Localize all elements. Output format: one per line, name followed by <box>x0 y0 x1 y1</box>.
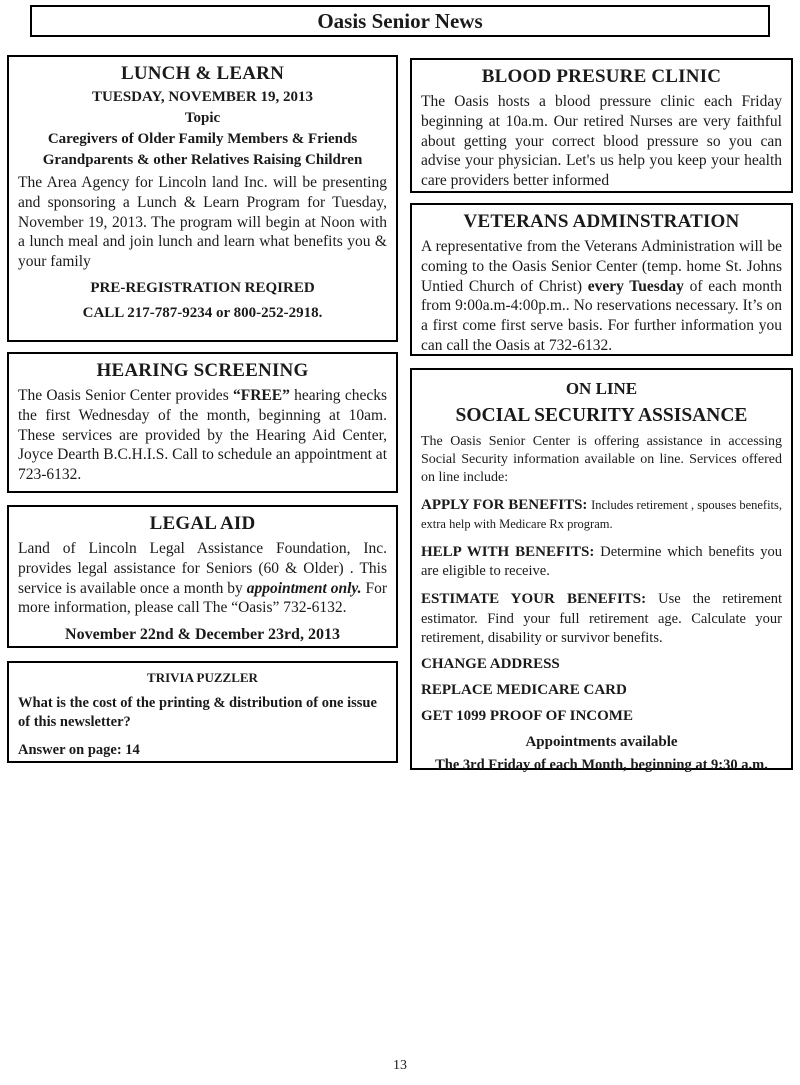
section-veterans-administration <box>410 203 793 356</box>
help-benefits-label: HELP WITH BENEFITS: <box>421 543 595 560</box>
lunch-learn-body: The Area Agency for Lincoln land Inc. will be presenting and sponsoring a Lunch & Learn Program for Tuesday, November 19, 2013. The program will begin at Noon with a lunch meal and join lunch and learn what benefits you & your family <box>18 174 387 271</box>
replace-medicare-line: REPLACE MEDICARE CARD <box>421 682 627 699</box>
estimate-benefits-text: Use the retirement estimator. Find your full retirement age. Calculate your retirement, disability or survivor benefits. <box>421 591 783 646</box>
lunch-learn-title: LUNCH & LEARN <box>120 63 285 84</box>
veterans-body-seg2: of each month from 9:00a.m-4:00p.m.. No reservations necessary. It’s on a first come first serve basis. For further information you can call the Oasis at 732-6132. <box>421 277 782 355</box>
newsletter-masthead <box>30 5 770 37</box>
section-social-security <box>410 368 793 774</box>
legal-aid-body-seg2: For more information, please call The “Oasis” 732-6132. <box>18 579 387 617</box>
hearing-body-bold: “FREE” <box>232 387 290 404</box>
hearing-body-seg2: hearing checks the first Wednesday of the month, beginning at 10am. These services are provided by the Hearing Aid Center, Joyce Dearth B.C.H.I.S. Call to schedule an appointment at 723-6132. <box>18 387 387 484</box>
legal-aid-dates: November 22nd & December 23rd, 2013 <box>65 626 340 644</box>
social-security-title-line1: ON LINE <box>565 379 638 398</box>
appointments-available: Appointments available <box>525 734 678 751</box>
trivia-title: TRIVIA PUZZLER <box>147 670 258 685</box>
social-security-intro: The Oasis Senior Center is offering assistance in accessing Social Security information available on line. Services offered on line include: <box>421 434 782 486</box>
blood-pressure-title: BLOOD PRESURE CLINIC <box>481 66 722 87</box>
hearing-title: HEARING SCREENING <box>96 360 309 381</box>
apply-benefits-text: Includes retirement , spouses benefits, extra help with Medicare Rx program. <box>421 497 783 532</box>
estimate-benefits-label: ESTIMATE YOUR BENEFITS: <box>421 591 647 608</box>
hearing-body-seg1: The Oasis Senior Center provides <box>18 387 233 404</box>
lunch-learn-date: TUESDAY, NOVEMBER 19, 2013 <box>91 89 313 105</box>
legal-aid-body-seg1: Land of Lincoln Legal Assistance Foundation, Inc. provides legal assistance for Seniors (60 & Older) . This service is available once a month by <box>18 540 387 597</box>
legal-aid-body-bold-italic: appointment only. <box>246 579 362 597</box>
hearing-body <box>18 386 387 485</box>
veterans-title: VETERANS ADMINSTRATION <box>463 211 740 232</box>
social-security-item-estimate <box>421 590 782 647</box>
page-number: 13 <box>393 1058 407 1073</box>
social-security-item-apply <box>421 496 782 534</box>
legal-aid-title: LEGAL AID <box>149 513 256 534</box>
appointments-schedule: The 3rd Friday of each Month, beginning at 9:30 a.m. <box>435 757 768 774</box>
section-lunch-learn <box>7 55 398 342</box>
lunch-learn-call: CALL 217-787-9234 or 800-252-2918. <box>82 305 323 322</box>
veterans-body-seg1: A representative from the Veterans Administration will be coming to the Oasis Senior Center (temp. home St. Johns Untied Church of Christ) <box>421 238 782 295</box>
apply-benefits-label: APPLY FOR BENEFITS: <box>421 496 588 513</box>
veterans-body-bold: every Tuesday <box>587 277 684 295</box>
section-trivia-puzzler <box>7 661 398 763</box>
lunch-learn-preregistration: PRE-REGISTRATION REQIRED <box>90 280 315 297</box>
lunch-learn-topic-line2: Grandparents & other Relatives Raising Children <box>42 152 363 168</box>
lunch-learn-topic-label: Topic <box>184 110 221 126</box>
trivia-answer: Answer on page: 14 <box>18 741 140 758</box>
legal-aid-body <box>18 539 387 618</box>
change-address-line: CHANGE ADDRESS <box>421 656 560 673</box>
social-security-item-help <box>421 543 782 581</box>
section-blood-pressure-clinic <box>410 58 793 193</box>
social-security-title-line2: SOCIAL SECURITY ASSISANCE <box>455 405 748 426</box>
section-hearing-screening <box>7 352 398 493</box>
blood-pressure-body: The Oasis hosts a blood pressure clinic each Friday beginning at 10a.m. Our retired Nurses are very faithful about getting your correct blood pressure so you can advise your physician. Let's us help you keep your health care providers better informed <box>421 93 782 190</box>
lunch-learn-topic-line1: Caregivers of Older Family Members & Friends <box>47 131 358 147</box>
section-legal-aid <box>7 505 398 648</box>
get-1099-line: GET 1099 PROOF OF INCOME <box>421 708 633 725</box>
newsletter-title: Oasis Senior News <box>317 8 483 33</box>
help-benefits-text: Determine which benefits you are eligible to receive. <box>421 543 783 580</box>
trivia-question: What is the cost of the printing & distribution of one issue of this newsletter? <box>18 695 377 730</box>
veterans-body <box>421 237 782 356</box>
